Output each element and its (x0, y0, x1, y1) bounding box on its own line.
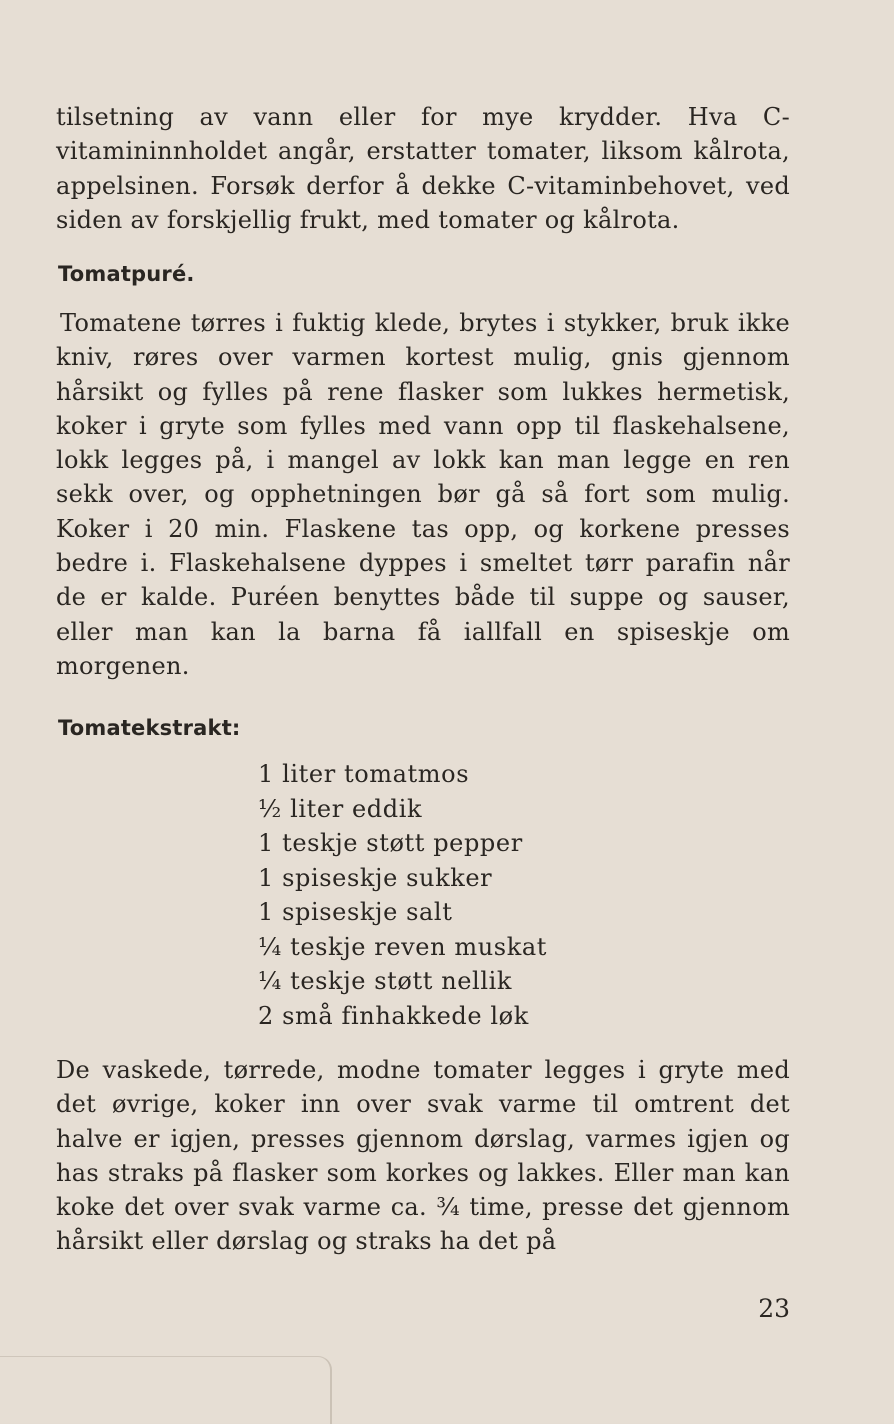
ingredient-list (258, 757, 547, 1033)
intro-paragraph-block (56, 100, 790, 237)
ingredient-item: ¼ teskje reven muskat (258, 932, 548, 961)
tomatekstrakt-paragraph-block (56, 1053, 790, 1259)
ingredient-item: 1 teskje støtt pepper (258, 829, 523, 857)
section-heading-tomatekstrakt: Tomatekstrakt: (58, 716, 241, 740)
intro-paragraph: tilsetning av vann eller for mye krydder. Hva C-vitamininnholdet angår, erstatter tomater, liksom kålrota, appelsinen. Forsøk derfor å dekke C-vitaminbehovet, ved siden av forskjellig frukt, med tomater og kålrota. (56, 103, 790, 234)
ingredient-item: 1 spiseskje salt (258, 898, 453, 926)
tomatekstrakt-paragraph: De vaskede, tørrede, modne tomater legges i gryte med det øvrige, koker inn over svak varme til omtrent det halve er igjen, presses gjennom dørslag, varmes igjen og has straks på flasker som korkes og lakkes. Eller man kan koke det over svak varme ca. ¾ time, presse det gjennom hårsikt eller dørslag og straks ha det på (56, 1056, 790, 1256)
section-heading-tomatpure: Tomatpuré. (58, 262, 195, 286)
page-number: 23 (758, 1294, 790, 1323)
ingredient-item: 1 spiseskje sukker (258, 863, 493, 892)
ingredient-item: 1 liter tomatmos (258, 760, 470, 788)
ingredient-item: ¼ teskje støtt nellik (258, 967, 513, 995)
tomatpure-paragraph-block (56, 306, 790, 683)
tomatpure-paragraph: Tomatene tørres i fuktig klede, brytes i stykker, bruk ikke kniv, røres over varmen kortest mulig, gnis gjennom hårsikt og fylles på rene flasker som lukkes hermetisk, koker i gryte som fylles med vann opp til flaskehalsene, lokk legges på, i mangel av lokk kan man legge en ren sekk over, og opphetningen bør gå så fort som mulig. Koker i 20 min. Flaskene tas opp, og korkene presses bedre i. Flaskehalsene dyppes i smeltet tørr parafin når de er kalde. Puréen benyttes både til suppe og sauser, eller man kan la barna få iallfall en spiseskje om morgenen. (56, 309, 790, 680)
ingredient-item: ½ liter eddik (258, 794, 423, 823)
ingredient-item: 2 små finhakkede løk (258, 1001, 529, 1030)
page-edge-shadow (0, 1356, 332, 1424)
